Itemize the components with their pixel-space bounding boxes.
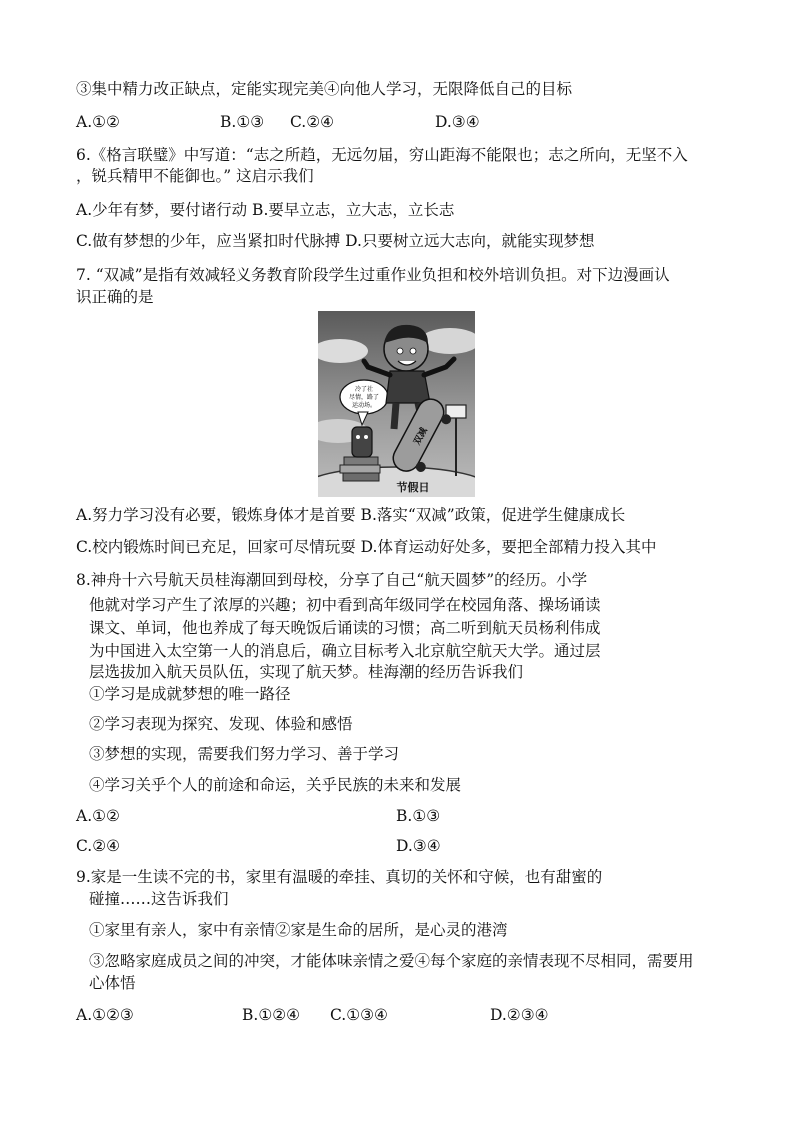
q8-stem-line: 层选拔加入航天员队伍，实现了航天梦。桂海潮的经历告诉我们: [89, 663, 524, 681]
q6-stem-line2: ，锐兵精甲不能御也。” 这启示我们: [76, 167, 314, 185]
q6-option-line1[interactable]: A.少年有梦，要付诸行动 B.要早立志，立大志，立长志: [76, 201, 455, 219]
q7-stem-line2: 识正确的是: [76, 288, 154, 306]
cartoon-book: [343, 473, 379, 481]
q8-stem-line: 8.神舟十六号航天员桂海潮回到母校，分享了自己“航天圆梦”的经历。小学: [76, 571, 588, 589]
q9-option-d[interactable]: D.②③④: [490, 1006, 549, 1024]
cartoon-boy-leg: [394, 403, 396, 429]
q9-option-a[interactable]: A.①②③: [76, 1006, 134, 1024]
q9-options: [76, 1005, 716, 1025]
q8-statement-2: ②学习表现为探究、发现、体验和感悟: [89, 715, 353, 733]
q5-stem-tail: ③集中精力改正缺点，定能实现完美④向他人学习，无限降低自己的目标: [76, 80, 573, 98]
cartoon-board-text: 双减: [412, 426, 430, 447]
cartoon-book: [344, 457, 378, 465]
q8-stem-line: 他就对学习产生了浓厚的兴趣；初中看到高年级同学在校园角落、操场诵读: [89, 596, 601, 614]
q7-cartoon-image: [318, 311, 475, 497]
q9-stem-line2: 碰撞……这告诉我们: [89, 890, 229, 908]
q8-option-d[interactable]: D.③④: [396, 837, 441, 855]
cartoon-ground-label: 节假日: [396, 481, 430, 494]
q8-statement-4: ④学习关乎个人的前途和命运，关乎民族的未来和发展: [89, 776, 462, 794]
q8-options-row2: [76, 836, 716, 856]
cartoon-schoolbag: [352, 427, 372, 457]
q5-option-c[interactable]: C.②④: [290, 113, 335, 131]
cartoon-boy-eye: [410, 348, 416, 354]
cartoon-book: [340, 465, 380, 473]
q8-statement-3: ③梦想的实现，需要我们努力学习、善于学习: [89, 745, 400, 763]
q9-statement-line3: 心体悟: [89, 974, 136, 992]
q9-option-c[interactable]: C.①③④: [330, 1006, 388, 1024]
q6-option-line2[interactable]: C.做有梦想的少年，应当紧扣时代脉搏 D.只要树立远大志向，就能实现梦想: [76, 232, 595, 250]
q5-option-b[interactable]: B.①③: [220, 113, 265, 131]
q6-stem-line1: 6.《格言联璧》中写道：“志之所趋，无远勿届，穷山距海不能限也；志之所向，无坚不入: [76, 146, 688, 164]
q8-option-b[interactable]: B.①③: [396, 807, 441, 825]
q7-option-line2[interactable]: C.校内锻炼时间已充足，回家可尽情玩耍 D.体育运动好处多，要把全部精力投入其中: [76, 538, 657, 556]
q8-statement-1: ①学习是成就梦想的唯一路径: [89, 685, 291, 703]
q9-statement-line1: ①家里有亲人，家中有亲情②家是生命的居所，是心灵的港湾: [89, 921, 508, 939]
q7-option-line1[interactable]: A.努力学习没有必要，锻炼身体才是首要 B.落实“双减”政策，促进学生健康成长: [76, 506, 626, 524]
q8-option-a[interactable]: A.①②: [76, 807, 120, 825]
q8-stem-line: 课文、单词，他也养成了每天晚饭后诵读的习惯；高二听到航天员杨利伟成: [89, 619, 601, 637]
q8-option-c[interactable]: C.②④: [76, 837, 121, 855]
q9-statement-line2: ③忽略家庭成员之间的冲突，才能体味亲情之爱④每个家庭的亲情表现不尽相同，需要用: [89, 952, 694, 970]
cartoon-speech-line1: 冷了社: [354, 386, 374, 393]
cartoon-bag-eye: [356, 435, 360, 439]
q8-options-row1: [76, 806, 716, 826]
q5-option-a[interactable]: A.①②: [76, 113, 120, 131]
q9-option-b[interactable]: B.①②④: [242, 1006, 301, 1024]
cartoon-bag-eye: [364, 435, 368, 439]
cartoon-speech-line3: 运动场。: [351, 402, 377, 409]
cartoon-boy-eye: [397, 348, 403, 354]
q5-options: [76, 112, 716, 132]
q8-stem-line: 为中国进入太空第一人的消息后，确立目标考入北京航空航天大学。通过层: [89, 642, 601, 660]
cartoon-speech-line2: 尽情，路了: [348, 394, 380, 401]
q9-stem-line1: 9.家是一生读不完的书，家里有温暖的牵挂、真切的关怀和守候，也有甜蜜的: [76, 868, 603, 886]
q7-stem-line1: 7. “双减”是指有效减轻义务教育阶段学生过重作业负担和校外培训负担。对下边漫画认: [76, 266, 670, 284]
q5-option-d[interactable]: D.③④: [435, 113, 480, 131]
